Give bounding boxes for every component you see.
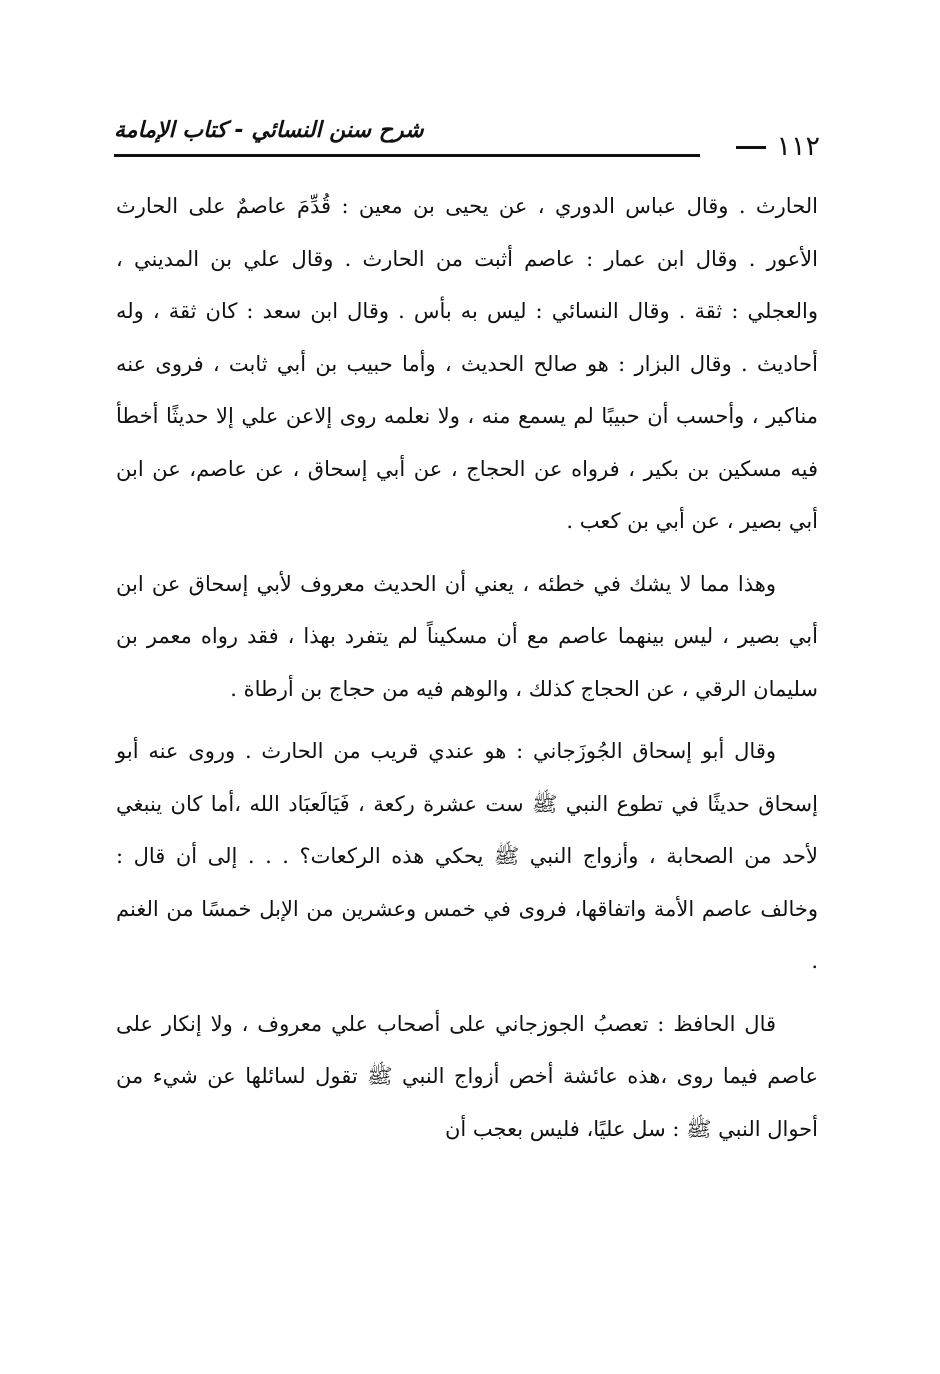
header-rule [114,154,700,157]
running-title: شرح سنن النسائي - كتاب الإمامة [114,118,424,143]
paragraph-3: وقال أبو إسحاق الجُوزَجاني : هو عندي قريب من الحارث . وروى عنه أبو إسحاق حديثًا في تطوع النبي ﷺ ست عشرة ركعة ، فَيَالَعبَاد الله ،أما كان ينبغي لأحد من الصحابة ، وأزواج النبي ﷺ يحكي هذه الركعات؟ . . . إلى أن قال : وخالف عاصم الأمة واتفاقها، فروى في خمس وعشرين من الإبل خمسًا من الغنم . [116,739,818,973]
page-number: ١١٢ [776,131,820,162]
paragraph-4: قال الحافظ : تعصبُ الجوزجاني على أصحاب علي معروف ، ولا إنكار على عاصم فيما روى ،هذه عائشة أخص أزواج النبي ﷺ تقول لسائلها عن شيء من أحوال النبي ﷺ : سل عليًا، فليس بعجب أن [116,1011,818,1141]
paragraph-1: الحارث . وقال عباس الدوري ، عن يحيى بن معين : قُدِّمَ عاصمٌ على الحارث الأعور . وقال ابن عمار : عاصم أثبت من الحارث . وقال علي بن المديني ، والعجلي : ثقة . وقال النسائي : ليس به بأس . وقال ابن سعد : كان ثقة ، وله أحاديث . وقال البزار : هو صالح الحديث ، وأما حبيب بن أبي ثابت ، فروى عنه مناكير ، وأحسب أن حبيبًا لم يسمع منه ، ولا نعلمه روى إلاعن علي إلا حديثًا أخطأ فيه مسكين بن بكير ، فرواه عن الحجاج ، عن أبي إسحاق ، عن عاصم، عن ابن أبي بصير ، عن أبي بن كعب . [116,194,818,533]
body-text [116,180,818,1165]
running-header [114,118,820,162]
page-number-dash [736,146,766,149]
page-number-block [736,132,820,162]
paragraph-2: وهذا مما لا يشك في خطئه ، يعني أن الحديث معروف لأبي إسحاق عن ابن أبي بصير ، ليس بينهما عاصم مع أن مسكيناً لم يتفرد بهذا ، فقد رواه معمر بن سليمان الرقي ، عن الحجاج كذلك ، والوهم فيه من حجاج بن أرطاة . [116,571,818,701]
